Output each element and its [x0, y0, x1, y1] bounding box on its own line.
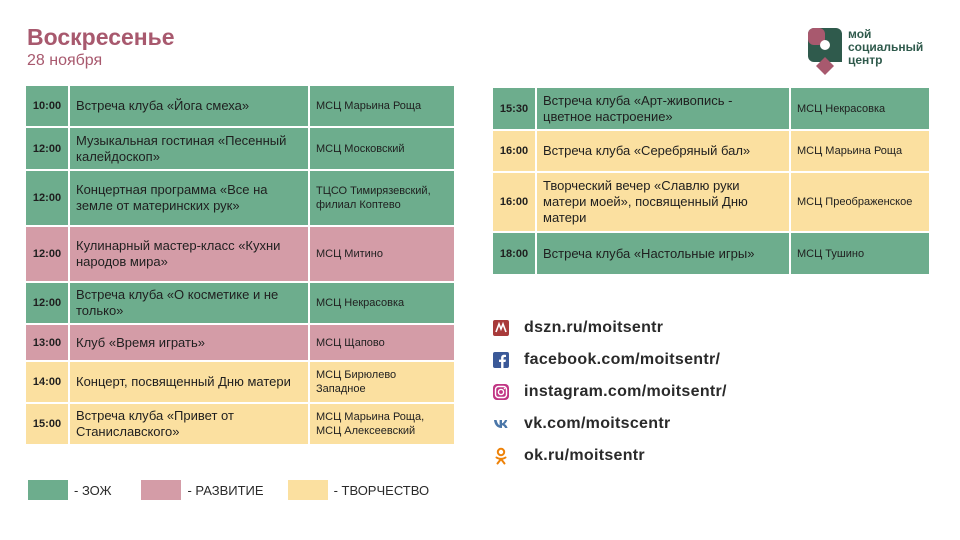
event-time: 12:00	[26, 171, 70, 225]
schedule-table-left	[26, 84, 454, 446]
event-time: 14:00	[26, 362, 70, 402]
event-time: 15:30	[493, 88, 537, 129]
facebook-icon	[492, 351, 510, 369]
legend	[28, 480, 449, 500]
event-place: МСЦ Некрасовка	[791, 88, 929, 129]
event-title: Клуб «Время играть»	[70, 325, 310, 360]
link-dszn[interactable]	[492, 312, 727, 344]
schedule-row	[26, 362, 454, 402]
legend-label: - ЗОЖ	[74, 482, 112, 498]
schedule-row	[26, 404, 454, 444]
link-facebook[interactable]	[492, 344, 727, 376]
legend-label: - ТВОРЧЕСТВО	[333, 482, 430, 498]
schedule-row	[26, 227, 454, 281]
page-title: Воскресенье	[27, 24, 175, 50]
event-title: Встреча клуба «Привет от Станиславского»	[70, 404, 310, 444]
logo-mark-icon	[808, 28, 842, 76]
ok-icon	[492, 447, 510, 465]
schedule-row	[493, 88, 929, 129]
event-time: 12:00	[26, 227, 70, 281]
event-place: МСЦ Преображенское	[791, 173, 929, 231]
event-title: Концерт, посвященный Дню матери	[70, 362, 310, 402]
event-time: 16:00	[493, 131, 537, 171]
legend-item-tvorchestvo	[288, 480, 430, 500]
legend-swatch-razvitie	[141, 480, 181, 500]
event-place: МСЦ Некрасовка	[310, 283, 454, 323]
event-place: МСЦ Тушино	[791, 233, 929, 274]
dszn-icon	[492, 319, 510, 337]
event-time: 10:00	[26, 86, 70, 126]
vk-icon	[492, 415, 510, 433]
event-title: Встреча клуба «Настольные игры»	[537, 233, 791, 274]
event-time: 15:00	[26, 404, 70, 444]
event-place: ТЦСО Тимирязевский, филиал Коптево	[310, 171, 454, 225]
link-text: dszn.ru/moitsentr	[524, 319, 664, 336]
schedule-table-right	[493, 86, 929, 276]
event-time: 18:00	[493, 233, 537, 274]
event-title: Встреча клуба «Арт-живопись - цветное настроение»	[537, 88, 791, 129]
social-links	[492, 312, 727, 472]
event-place: МСЦ Московский	[310, 128, 454, 169]
event-title: Кулинарный мастер-класс «Кухни народов мира»	[70, 227, 310, 281]
event-place: МСЦ Щапово	[310, 325, 454, 360]
schedule-row	[26, 325, 454, 360]
event-place: МСЦ Митино	[310, 227, 454, 281]
schedule-row	[493, 233, 929, 274]
link-text: facebook.com/moitsentr/	[524, 351, 721, 368]
event-title: Встреча клуба «Серебряный бал»	[537, 131, 791, 171]
event-place: МСЦ Бирюлево Западное	[310, 362, 454, 402]
page-date: 28 ноября	[27, 52, 103, 69]
event-title: Встреча клуба «О косметике и не только»	[70, 283, 310, 323]
schedule-row	[26, 283, 454, 323]
event-title: Концертная программа «Все на земле от материнских рук»	[70, 171, 310, 225]
legend-label: - РАЗВИТИЕ	[187, 482, 264, 498]
event-time: 12:00	[26, 283, 70, 323]
legend-swatch-zog	[28, 480, 68, 500]
event-time: 12:00	[26, 128, 70, 169]
logo-text: мой социальный центр	[848, 27, 924, 67]
link-text: ok.ru/moitsentr	[524, 447, 645, 464]
link-text: vk.com/moitscentr	[524, 415, 671, 432]
schedule-row	[26, 171, 454, 225]
schedule-row	[26, 128, 454, 169]
event-time: 13:00	[26, 325, 70, 360]
schedule-row	[493, 173, 929, 231]
schedule-row	[493, 131, 929, 171]
event-title: Музыкальная гостиная «Песенный калейдоскоп»	[70, 128, 310, 169]
legend-item-razvitie	[141, 480, 263, 500]
link-text: instagram.com/moitsentr/	[524, 383, 727, 400]
event-time: 16:00	[493, 173, 537, 231]
link-instagram[interactable]	[492, 376, 727, 408]
logo	[808, 28, 938, 78]
link-vk[interactable]	[492, 408, 727, 440]
instagram-icon	[492, 383, 510, 401]
event-place: МСЦ Марьина Роща, МСЦ Алексеевский	[310, 404, 454, 444]
event-title: Встреча клуба «Йога смеха»	[70, 86, 310, 126]
schedule-row	[26, 86, 454, 126]
event-title: Творческий вечер «Славлю руки матери моей», посвященный Дню матери	[537, 173, 791, 231]
legend-swatch-tvorchestvo	[288, 480, 328, 500]
link-ok[interactable]	[492, 440, 727, 472]
event-place: МСЦ Марьина Роща	[310, 86, 454, 126]
legend-item-zog	[28, 480, 111, 500]
event-place: МСЦ Марьина Роща	[791, 131, 929, 171]
